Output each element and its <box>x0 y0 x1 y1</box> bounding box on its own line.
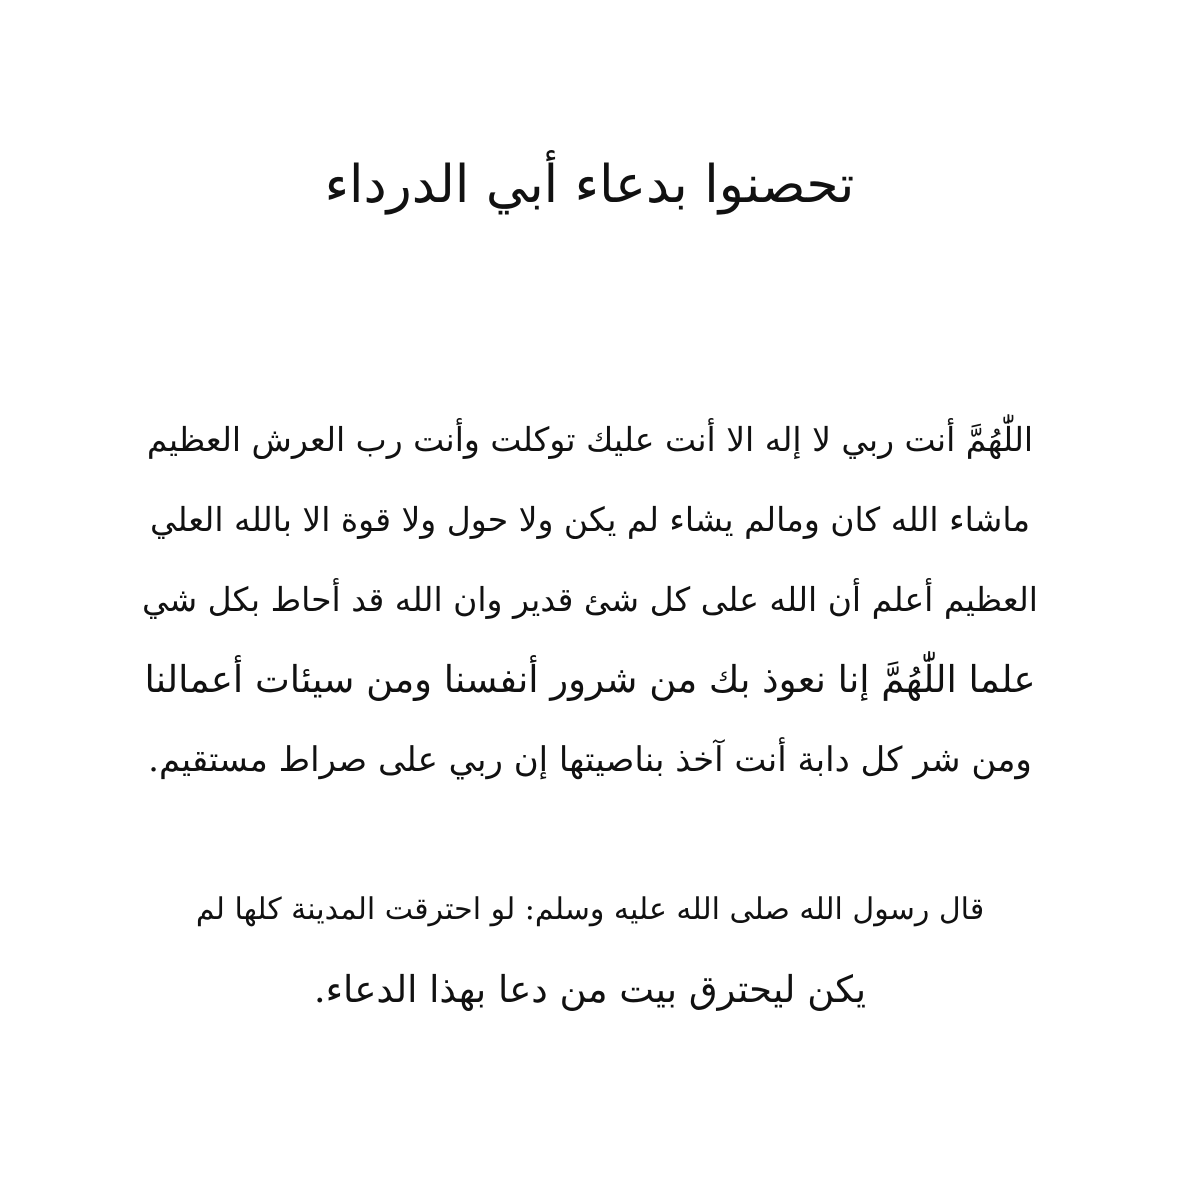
dua-line: ماشاء الله كان ومالم يشاء لم يكن ولا حول ولا قوة الا بالله العلي <box>149 500 1031 539</box>
dua-line: العظيم أعلم أن الله على كل شئ قدير وان الله قد أحاط بكل شي <box>142 580 1038 619</box>
dua-line: علما اللّٰهُمَّ إنا نعوذ بك من شرور أنفسنا ومن سيئات أعمالنا <box>144 658 1036 701</box>
hadith-text <box>190 870 990 1030</box>
hadith-line: يكن ليحترق بيت من دعا بهذا الدعاء. <box>313 968 867 1011</box>
page-title: تحصنوا بدعاء أبي الدرداء <box>324 155 855 215</box>
hadith-line: قال رسول الله صلى الله عليه وسلم: لو احترقت المدينة كلها لم <box>195 892 985 927</box>
dua-line: اللّٰهُمَّ أنت ربي لا إله الا أنت عليك توكلت وأنت رب العرش العظيم <box>146 420 1034 459</box>
dua-line: ومن شر كل دابة أنت آخذ بناصيتها إن ربي على صراط مستقيم. <box>148 740 1032 780</box>
dua-text <box>140 400 1040 800</box>
